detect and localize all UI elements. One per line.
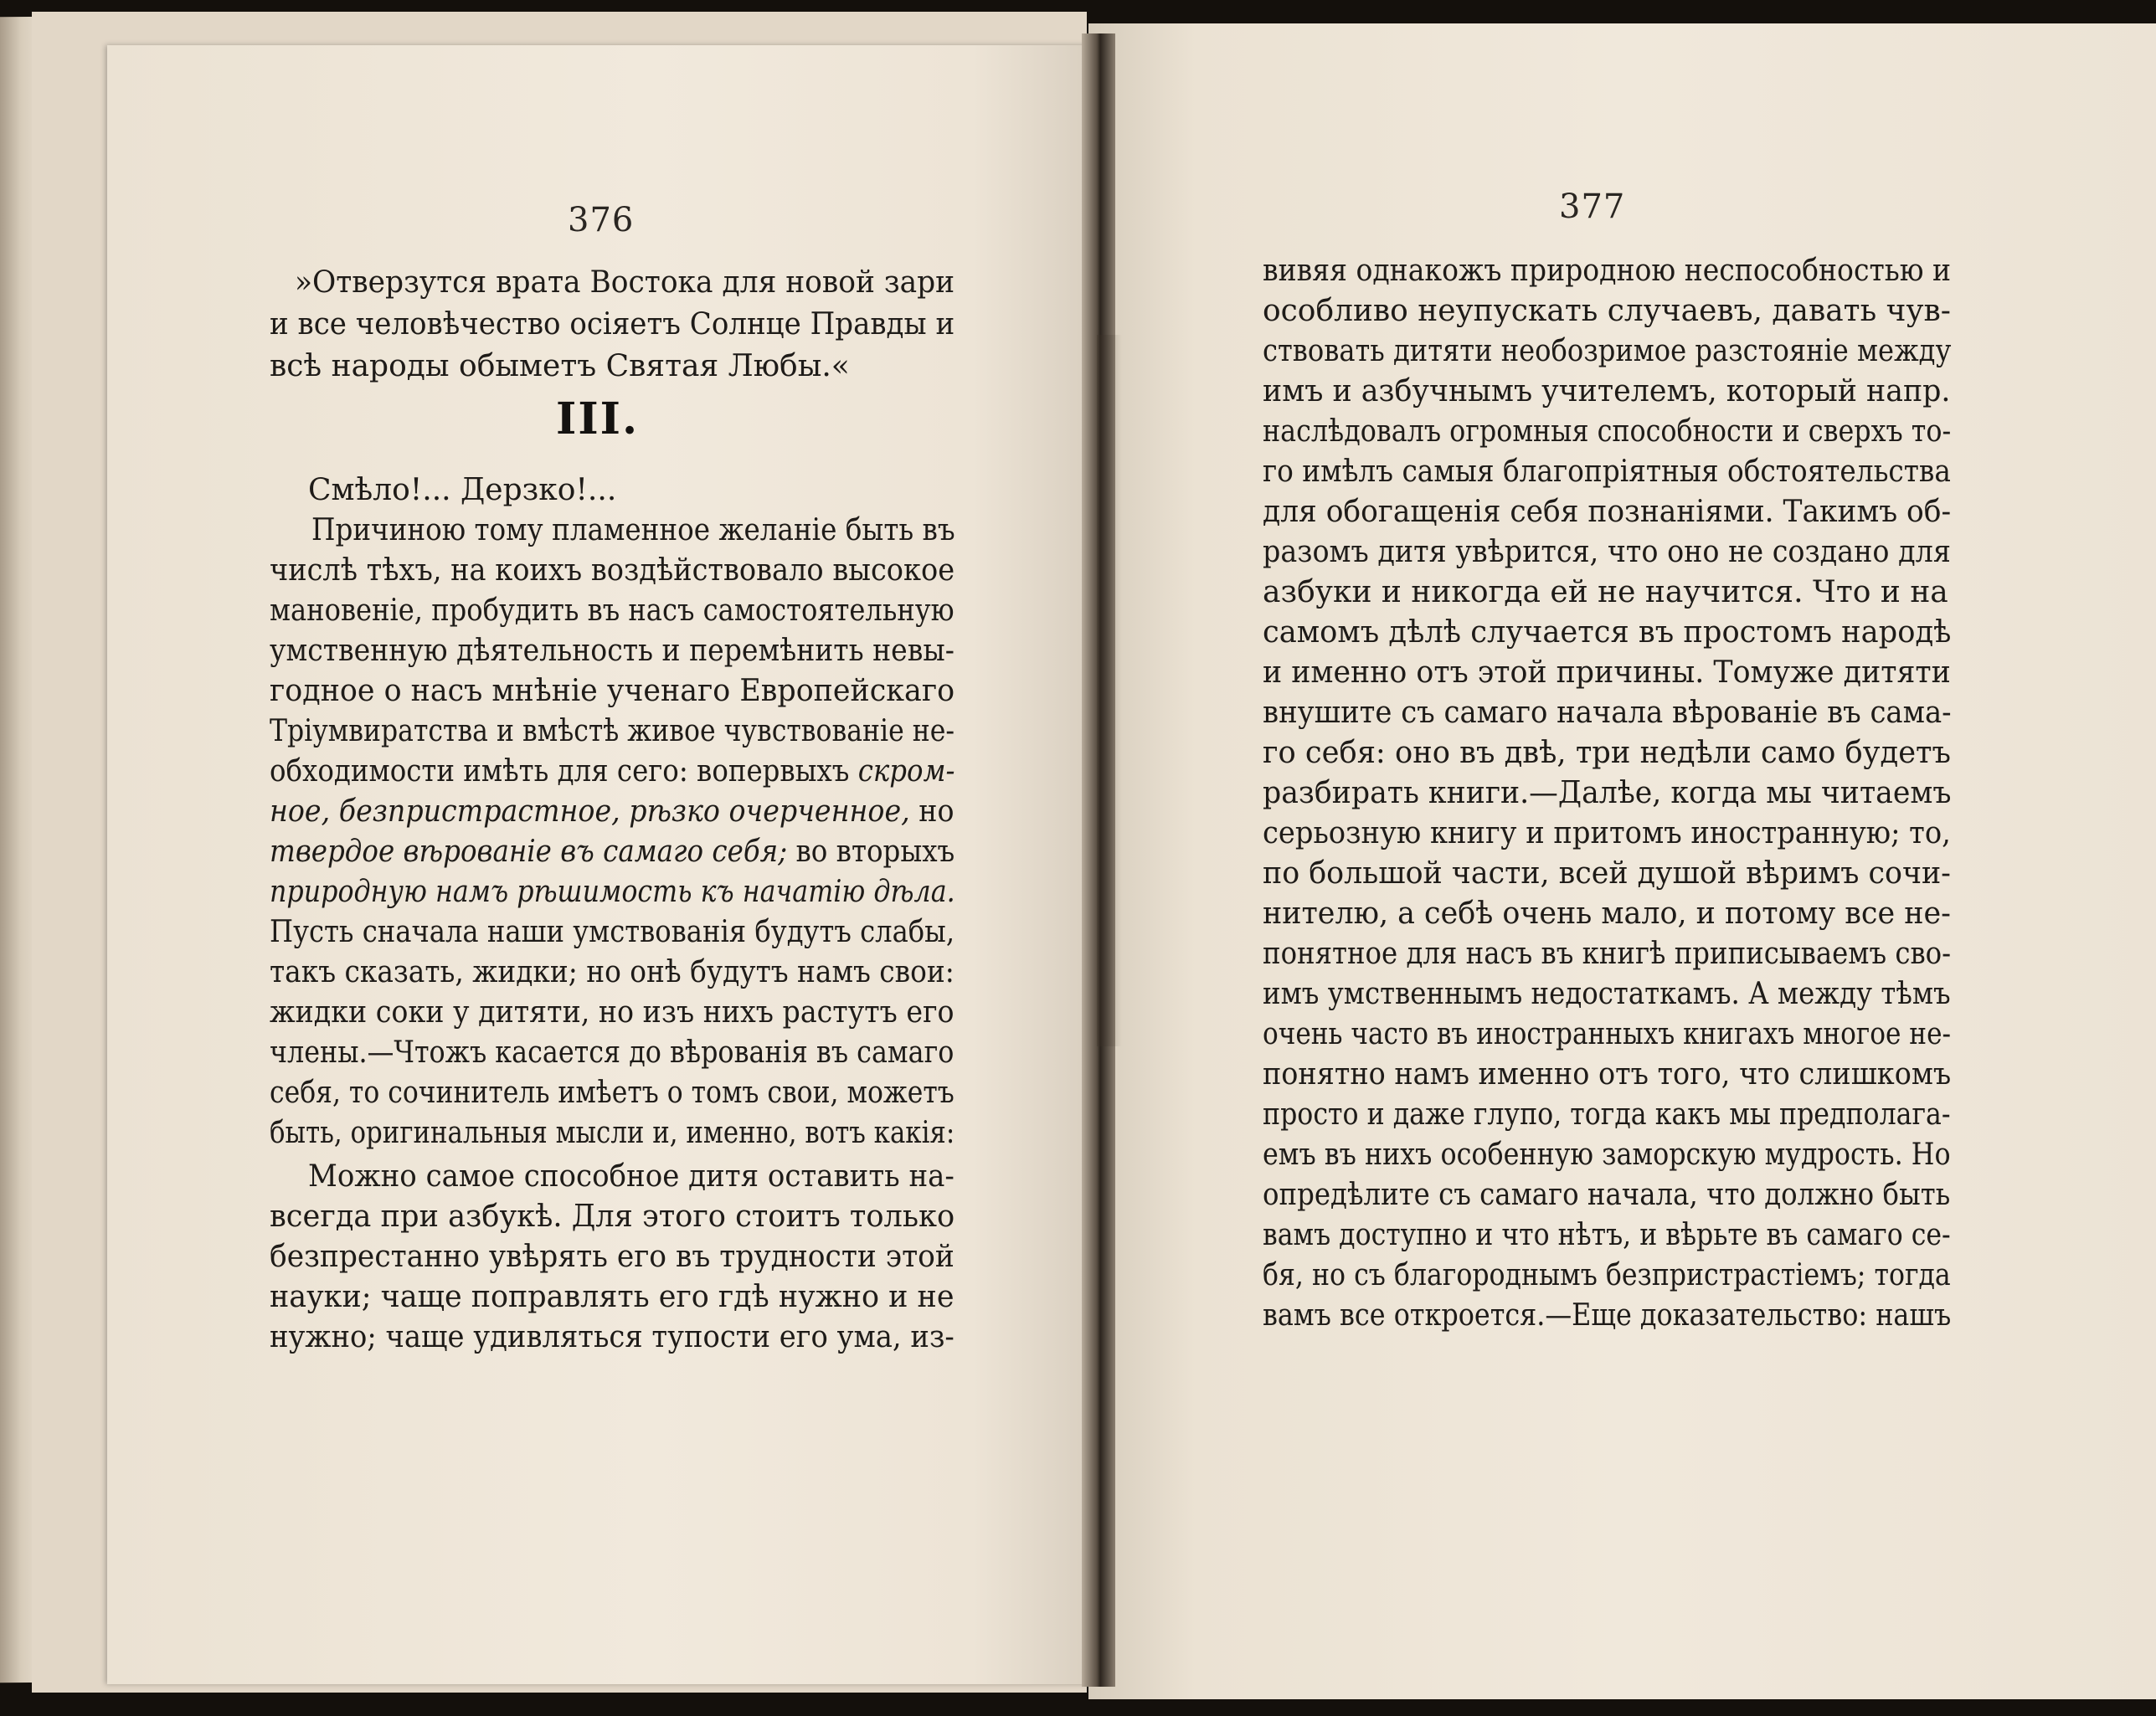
text-line: наслѣдовалъ огромныя способности и сверхъ то- [1263,414,1952,449]
italic-fragment: природную намъ рѣшимость къ начатію дѣла. [270,875,955,909]
text-fragment: во вторыхъ [787,835,955,869]
text-line: вамъ все откроется.—Еще доказательство: нашъ [1263,1298,1952,1333]
text-line: Можно самое способное дитя оставить на- [308,1159,955,1194]
text-line: емъ въ нихъ особенную заморскую мудрость. Но [1263,1138,1951,1172]
text-line: очень часто въ иностранныхъ книгахъ многое не- [1263,1017,1952,1051]
text-line: безпрестанно увѣрять его въ трудности этой [270,1240,955,1274]
text-line: такъ сказать, жидки; но онѣ будутъ намъ свои: [270,955,955,989]
text-line: вамъ доступно и что нѣтъ, и вѣрьте въ самаго се- [1263,1218,1951,1252]
text-line: для обогащенія себя познаніями. Такимъ об- [1263,495,1952,529]
text-line: разбирать книги.—Далѣе, когда мы читаемъ [1263,776,1952,810]
text-line: нителю, а себѣ очень мало, и потому все не- [1263,897,1951,931]
text-line: разомъ дитя увѣрится, что оно не создано для [1263,535,1951,569]
text-line: имъ умственнымъ недостаткамъ. А между тѣмъ [1263,977,1951,1011]
text-line: науки; чаще поправлять его гдѣ нужно и не [270,1280,955,1314]
text-line: Пусть сначала наши умствованія будутъ слабы, [270,915,955,949]
quote-line: и все человѣчество осіяетъ Солнце Правды и [270,307,955,342]
text-line: Смѣло!... Дерзко!... [308,473,617,507]
text-line: жидки соки у дитяти, но изъ нихъ растутъ его [270,995,955,1030]
text-line: всегда при азбукѣ. Для этого стоитъ только [270,1200,955,1234]
text-line: самомъ дѣлѣ случается въ простомъ народѣ [1263,615,1952,650]
text-line: серьозную книгу и притомъ иностранную; то, [1263,816,1951,850]
text-line: понятно намъ именно отъ того, что слишкомъ [1263,1057,1952,1092]
text-line: понятное для насъ въ книгѣ приписываемъ сво- [1263,937,1952,971]
text-line: по большой части, всей душой вѣримъ сочи- [1263,856,1951,891]
gutter-shadow [1097,335,1122,1046]
text-line: ствовать дитяти необозримое разстояніе между [1263,334,1952,368]
text-fragment: но [909,794,955,829]
text-line [270,832,955,872]
text-line: нужно; чаще удивляться тупости его ума, из- [270,1320,955,1354]
text-line: азбуки и никогда ей не научится. Что и на [1263,575,1948,609]
text-line: Причиною тому пламенное желаніе быть въ [311,513,955,547]
text-line: го имѣлъ самыя благопріятныя обстоятельства [1263,455,1951,489]
text-line: вивяя однакожъ природною неспособностью и [1263,254,1952,288]
italic-fragment: твердое вѣрованіе въ самаго себя; [270,835,788,869]
text-line: просто и даже глупо, тогда какъ мы предполага- [1263,1097,1951,1132]
text-line: и именно отъ этой причины. Томуже дитяти [1263,655,1951,690]
text-line: внушите съ самаго начала вѣрованіе въ сама- [1263,696,1952,730]
text-line [270,872,955,912]
text-line: го себя: оно въ двѣ, три недѣли само будетъ [1263,736,1951,770]
quote-line: »Отверзутся врата Востока для новой зари [295,265,955,300]
italic-fragment: ное, безпристрастное, рѣзко очерченное, [270,794,910,829]
text-line: себя, то сочинитель имѣетъ о томъ свои, можетъ [270,1076,955,1110]
text-line: числѣ тѣхъ, на коихъ воздѣйствовало высокое [270,553,955,588]
text-line: бя, но съ благороднымъ безпристрастіемъ; тогда [1263,1258,1951,1292]
text-line: особливо неупускать случаевъ, давать чув- [1263,294,1951,328]
text-line: имъ и азбучнымъ учителемъ, который напр. [1263,374,1951,408]
text-line: опредѣлите съ самаго начала, что должно быть [1263,1178,1951,1212]
text-line: умственную дѣятельность и перемѣнить невы- [270,634,955,668]
text-line [270,752,955,792]
quote-line: всѣ народы обыметъ Святая Любы.« [270,349,850,383]
page-number-right: 377 [1559,188,1626,226]
text-line: члены.—Чтожъ касается до вѣрованія въ самаго [270,1035,955,1070]
italic-fragment: скром- [857,754,955,789]
section-heading: III. [556,393,640,444]
text-line: Тріумвиратства и вмѣстѣ живое чувствованіе не- [270,714,955,748]
text-line: быть, оригинальныя мысли и, именно, вотъ какія: [270,1116,955,1150]
text-line [270,792,955,832]
text-line: мановеніе, пробудить въ насъ самостоятельную [270,593,955,628]
text-fragment: обходимости имѣть для сего: вопервыхъ [270,754,850,789]
text-line: годное о насъ мнѣніе ученаго Европейскаго [270,674,955,708]
page-number-left: 376 [568,201,635,239]
